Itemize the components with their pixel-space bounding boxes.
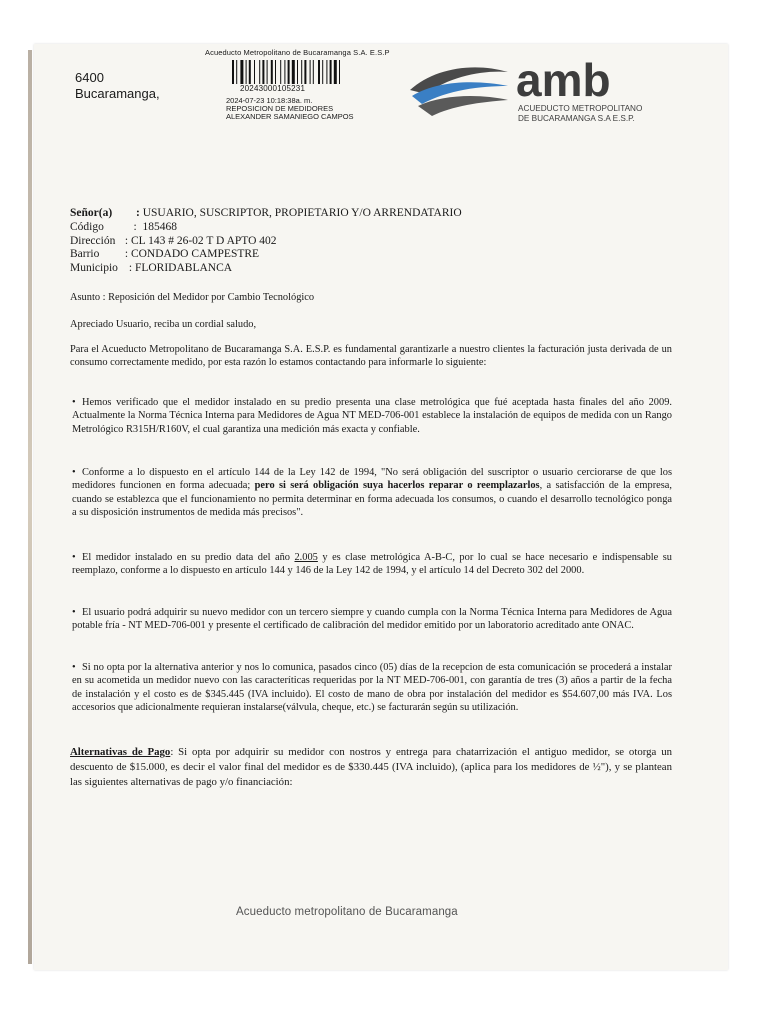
payment-heading: Alternativas de Pago [70, 746, 171, 758]
bullet-4-text: El usuario podrá adquirir su nuevo medidor con un tercero siempre y cuando cumpla con la Norma Técnica Interna para Medidores de Agua potable fría - NT MED-706-001 y presente el certificado de calibración del medidor emitido por un laboratorio acreditado ante ONAC. [72, 607, 672, 632]
subject-line: Asunto : Reposición del Medidor por Cambio Tecnológico [70, 292, 315, 303]
filing-stamp [226, 97, 354, 121]
bullet-item-5: • Si no opta por la alternativa anterior y nos lo comunica, pasados cinco (05) días de la recepcion de esta comunicación se procederá a instalar en su acometida un medidor nuevo con las caracteríticas requeridas por la NT MED-706-001, con garantía de tres (3) años a partir de la fecha de instalación y el costo es de $345.445 (IVA incluido). El costo de mano de obra por instalación del medidor es $54.607,00 más IVA. Los accesorios que adicionalmente requieran instalarse(válvula, cheque, etc.) se facturarán según su utilización. [72, 662, 672, 714]
municipio-value: FLORIDABLANCA [134, 262, 233, 274]
bullet-1-text: Hemos verificado que el medidor instalado en su predio presenta una clase metrológica que fué aceptada hasta finales del año 2009. Actualmente la Norma Técnica Interna para Medidores de Agua NT MED-706-001 establece la instalación de equipos de medida con un Rango Metrológico R315H/R160V, el cual garantiza una medición más exacta y confiable. [72, 397, 672, 435]
barcode-icon [232, 60, 380, 86]
barrio-value: CONDADO CAMPESTRE [130, 248, 260, 260]
bullet-3-text-end: y es clase metrológica A-B-C, por lo cual se hace necesario e indispensable su reemplazo, conforme a lo dispuesto en artículo 144 y 146 de la Ley 142 de 1994, y el artículo 14 del Decreto 302 del 2000. [72, 552, 672, 577]
reference-number: 6400 [75, 70, 104, 85]
codigo-value: 185468 [142, 221, 177, 233]
bullet-item-2: • Conforme a lo dispuesto en el artículo 144 de la Ley 142 de 1994, "No será obligación del suscriptor o usuario cerciorarse de que los medidores funcionen en forma adecuada; pero si será obligación suya hacerlos reparar o reemplazarlos, a satisfacción de la empresa, cuando se establezca que el funcionamiento no permita determinar en forma adecuada los consumos, o cuando el desarrollo tecnológico ponga a su disposición instrumentos de medida más precisos". [72, 467, 673, 519]
direccion-row: Dirección : CL 143 # 26-02 T D APTO 402 [70, 235, 277, 247]
logo-subtitle-1: ACUEDUCTO METROPOLITANO [518, 104, 643, 113]
reference-block [75, 70, 160, 102]
barcode-caption: Acueducto Metropolitano de Bucaramanga S.A. E.S.P [205, 48, 390, 57]
direccion-label: Dirección [70, 235, 116, 247]
city-label: Bucaramanga, [75, 86, 160, 101]
amb-logo-icon [404, 50, 643, 128]
barrio-label: Barrio [70, 248, 100, 260]
bullet-3-text: El medidor instalado en su predio data del año [82, 552, 295, 563]
barcode-number: 20243000105231 [240, 84, 306, 93]
municipio-row: Municipio : FLORIDABLANCA [70, 262, 233, 274]
logo-wordmark: amb [516, 54, 611, 106]
bullet-5-text: Si no opta por la alternativa anterior y nos lo comunica, pasados cinco (05) días de la recepcion de esta comunicación se procederá a instalar en su acometida un medidor nuevo con las caracteríticas requeridas por la NT MED-706-001, con garantía de tres (3) años a partir de la fecha de instalación y el costo es de $345.445 (IVA incluido). El costo de mano de obra por instalación del medidor es $54.607,00 más IVA. Los accesorios que adicionalmente requieran instalarse(válvula, cheque, etc.) se facturarán según su utilización. [72, 662, 672, 714]
payment-alternatives [70, 745, 672, 790]
stamp-department: REPOSICION DE MEDIDORES [226, 104, 334, 113]
intro-paragraph: Para el Acueducto Metropolitano de Bucaramanga S.A. E.S.P. es fundamental garantizarle a nuestro clientes la facturación justa derivada de un consumo correctamente medido, por esta razón lo estamos contactando para informarle lo siguiente: [70, 344, 672, 369]
payment-text: : Si opta por adquirir su medidor con nostros y entrega para chatarrización el antiguo medidor, se otorga un descuento de $15.000, es decir el valor final del medidor es de $330.445 (IVA incluido), (aplica para los medidores de ½"), y se plantean las siguientes alternativas de pago y/o financiación: [70, 746, 672, 788]
bullet-item-1: • Hemos verificado que el medidor instalado en su predio presenta una clase metrológica que fué aceptada hasta finales del año 2009. Actualmente la Norma Técnica Interna para Medidores de Agua NT MED-706-001 establece la instalación de equipos de medida con un Rango Metrológico R315H/R160V, el cual garantiza una medición más exacta y confiable. [72, 397, 672, 435]
codigo-row: Código : 185468 [70, 221, 177, 233]
codigo-label: Código [70, 221, 104, 233]
bullet-2-emphasis: pero si será obligación suya hacerlos reparar o reemplazarlos [254, 480, 540, 492]
stamp-officer: ALEXANDER SAMANIEGO CAMPOS [226, 112, 354, 121]
page-footer: Acueducto metropolitano de Bucaramanga [236, 906, 458, 918]
municipio-label: Municipio [70, 262, 118, 274]
barrio-row: Barrio : CONDADO CAMPESTRE [70, 248, 260, 260]
logo-subtitle-2: DE BUCARAMANGA S.A E.S.P. [518, 114, 635, 123]
stamp-date: 2024-07-23 10:18:38a. m. [226, 96, 313, 105]
greeting: Apreciado Usuario, reciba un cordial saludo, [70, 319, 257, 330]
bullet-item-4: • El usuario podrá adquirir su nuevo medidor con un tercero siempre y cuando cumpla con la Norma Técnica Interna para Medidores de Agua potable fría - NT MED-706-001 y presente el certificado de calibración del medidor emitido por un laboratorio acreditado ante ONAC. [72, 607, 672, 632]
bullet-item-3: • El medidor instalado en su predio data del año 2.005 y es clase metrológica A-B-C, por lo cual se hace necesario e indispensable su reemplazo, conforme a lo dispuesto en artículo 144 y 146 de la Ley 142 de 1994, y el artículo 14 del Decreto 302 del 2000. [72, 552, 672, 577]
direccion-value: CL 143 # 26-02 T D APTO 402 [130, 235, 277, 247]
bullet-3-year: 2.005 [294, 552, 318, 563]
senor-value: USUARIO, SUSCRIPTOR, PROPIETARIO Y/O ARRENDATARIO [142, 207, 462, 219]
bullet-2-text-end: , a satisfacción de la empresa, cuando se establezca que el funcionamiento no permita determinar en forma adecuada los consumos, o cuando el desarrollo tecnológico ponga a su disposición instrumentos de medida más precisos". [72, 480, 673, 519]
recipient-name-row: Señor(a) : USUARIO, SUSCRIPTOR, PROPIETARIO Y/O ARRENDATARIO [70, 207, 462, 219]
senor-label: Señor(a) [70, 207, 113, 219]
bullet-2-text: Conforme a lo dispuesto en el artículo 144 de la Ley 142 de 1994, "No será obligación del suscriptor o usuario cerciorarse de que los medidores funcionen en forma adecuada; [72, 467, 672, 492]
